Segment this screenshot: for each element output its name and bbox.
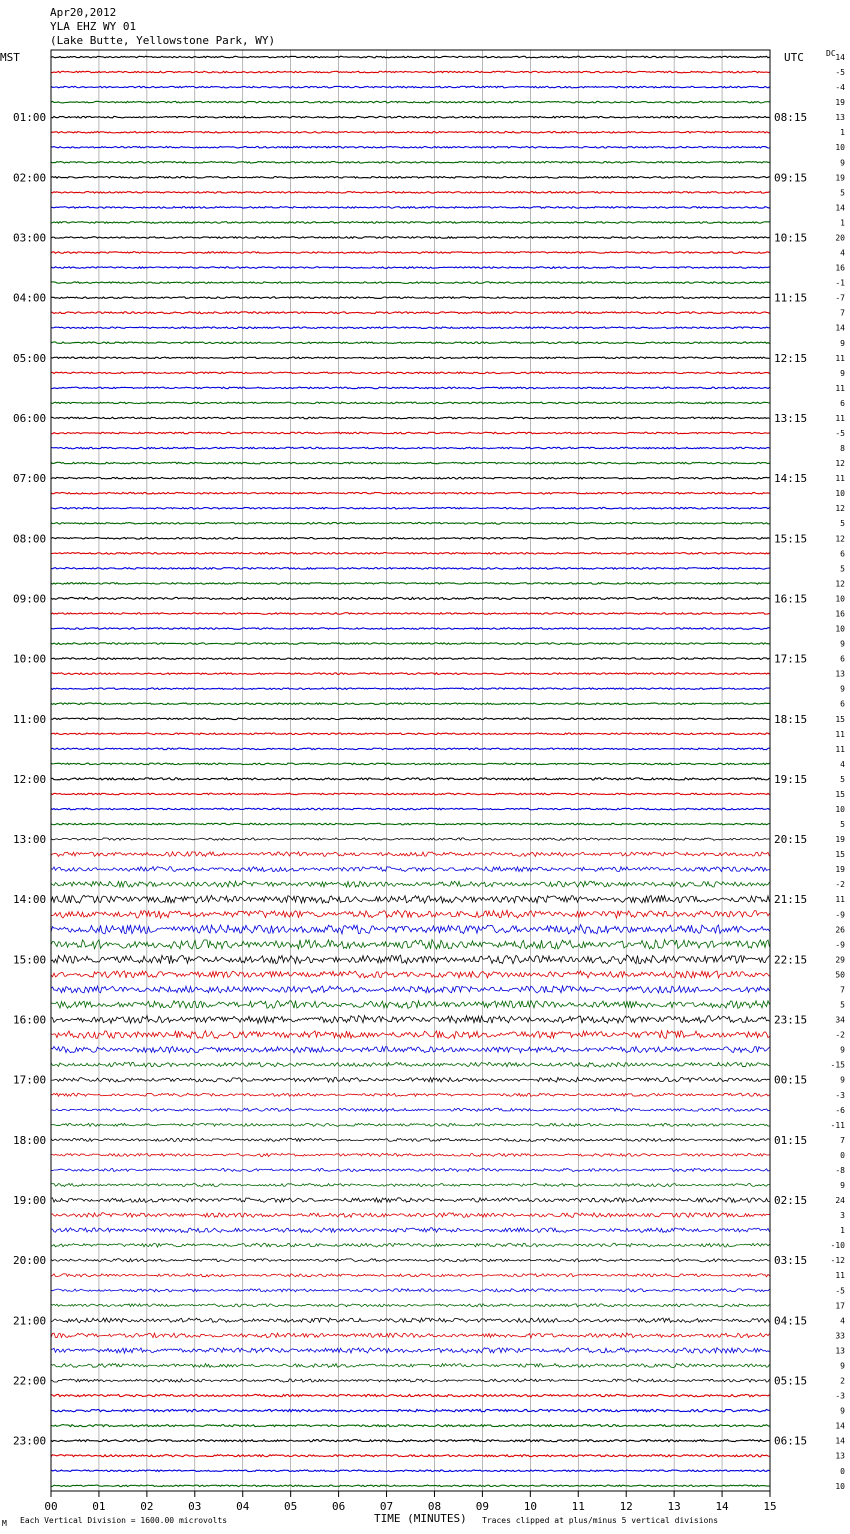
seismic-trace bbox=[51, 312, 770, 314]
right-hour-label: 10:15 bbox=[774, 231, 808, 245]
x-tick-label: 14 bbox=[715, 1500, 729, 1513]
right-hour-label: 18:15 bbox=[774, 712, 808, 726]
dc-offset-value: 26 bbox=[835, 925, 845, 935]
dc-offset-value: 4 bbox=[840, 759, 845, 769]
dc-label: DC bbox=[826, 49, 836, 58]
seismic-trace bbox=[51, 643, 770, 645]
x-axis-title: TIME (MINUTES) bbox=[374, 1512, 467, 1525]
dc-offset-value: 15 bbox=[835, 789, 845, 799]
seismic-trace bbox=[51, 955, 770, 964]
dc-offset-value: 19 bbox=[835, 835, 845, 845]
right-hour-label: 02:15 bbox=[774, 1194, 808, 1208]
dc-offset-value: 1 bbox=[840, 1226, 845, 1236]
seismic-trace bbox=[51, 1409, 770, 1411]
dc-offset-value: -12 bbox=[830, 1256, 845, 1266]
dc-offset-value: -3 bbox=[835, 1391, 845, 1401]
dc-offset-value: 16 bbox=[835, 263, 845, 273]
left-hour-label: 06:00 bbox=[13, 411, 47, 425]
left-hour-label: 01:00 bbox=[13, 111, 47, 125]
x-tick-label: 09 bbox=[475, 1500, 490, 1513]
seismic-trace bbox=[51, 1379, 770, 1382]
dc-offset-value: 0 bbox=[840, 1150, 845, 1160]
seismic-trace bbox=[51, 1394, 770, 1396]
seismic-trace bbox=[51, 613, 770, 615]
left-hour-label: 11:00 bbox=[13, 712, 47, 726]
seismic-trace bbox=[51, 432, 770, 434]
seismic-trace bbox=[51, 1047, 770, 1053]
seismic-trace bbox=[51, 1318, 770, 1323]
dc-offset-value: 9 bbox=[840, 639, 845, 649]
x-tick-label: 15 bbox=[763, 1500, 777, 1513]
dc-offset-value: 10 bbox=[835, 594, 845, 604]
dc-offset-value: -8 bbox=[835, 1165, 845, 1175]
dc-offset-value: 1 bbox=[840, 128, 845, 138]
seismic-trace bbox=[51, 940, 770, 949]
seismic-trace bbox=[51, 116, 770, 118]
seismic-trace bbox=[51, 492, 770, 494]
seismic-trace bbox=[51, 1062, 770, 1067]
dc-offset-value: 4 bbox=[840, 248, 845, 258]
right-hour-label: 20:15 bbox=[774, 833, 808, 847]
header-location: (Lake Butte, Yellowstone Park, WY) bbox=[50, 34, 276, 47]
seismic-trace bbox=[51, 895, 770, 903]
dc-offset-value: 8 bbox=[840, 444, 845, 454]
dc-offset-value: -5 bbox=[835, 429, 845, 438]
dc-offset-value: 12 bbox=[835, 579, 845, 589]
x-tick-label: 02 bbox=[140, 1500, 154, 1513]
x-tick-label: 13 bbox=[667, 1500, 681, 1513]
seismic-trace bbox=[51, 1183, 770, 1186]
dc-offset-values bbox=[831, 53, 846, 1491]
seismic-trace bbox=[51, 925, 770, 934]
dc-offset-value: 11 bbox=[835, 744, 845, 754]
seismic-trace bbox=[51, 1198, 770, 1203]
seismic-trace bbox=[51, 658, 770, 660]
seismic-trace bbox=[51, 628, 770, 630]
left-hour-label: 03:00 bbox=[13, 231, 47, 245]
seismic-trace bbox=[51, 537, 770, 539]
left-hour-label: 07:00 bbox=[13, 472, 47, 486]
seismic-trace bbox=[51, 1213, 770, 1218]
seismic-trace bbox=[51, 910, 770, 918]
seismic-trace bbox=[51, 1425, 770, 1427]
x-tick-label: 10 bbox=[523, 1500, 537, 1513]
left-hour-label: 08:00 bbox=[13, 532, 47, 546]
dc-offset-value: 10 bbox=[835, 1481, 845, 1491]
dc-offset-value: 50 bbox=[835, 970, 845, 980]
dc-offset-value: 7 bbox=[840, 985, 845, 995]
dc-offset-value: -7 bbox=[835, 293, 845, 303]
seismic-trace bbox=[51, 778, 770, 780]
left-hour-label: 22:00 bbox=[13, 1374, 47, 1388]
seismic-trace bbox=[51, 971, 770, 978]
dc-offset-value: 11 bbox=[835, 413, 845, 423]
dc-offset-value: 10 bbox=[835, 489, 845, 499]
right-hour-label: 00:15 bbox=[774, 1073, 808, 1087]
seismic-trace bbox=[51, 477, 770, 479]
x-tick-label: 01 bbox=[92, 1500, 106, 1513]
x-axis bbox=[44, 1491, 776, 1513]
seismic-trace bbox=[51, 1138, 770, 1141]
dc-offset-value: 9 bbox=[840, 158, 845, 168]
dc-offset-value: 20 bbox=[835, 233, 845, 243]
dc-offset-value: 5 bbox=[840, 820, 845, 830]
dc-offset-value: 10 bbox=[835, 624, 845, 634]
seismic-trace bbox=[51, 56, 770, 58]
dc-offset-value: 13 bbox=[835, 113, 845, 123]
right-hour-label: 01:15 bbox=[774, 1133, 808, 1147]
dc-offset-value: 19 bbox=[835, 98, 845, 108]
dc-offset-value: 11 bbox=[835, 474, 845, 484]
seismic-trace bbox=[51, 673, 770, 675]
dc-offset-value: 14 bbox=[835, 1436, 845, 1446]
dc-offset-value: -1 bbox=[835, 278, 845, 288]
right-hour-label: 15:15 bbox=[774, 532, 808, 546]
dc-offset-value: -2 bbox=[835, 1030, 845, 1040]
dc-offset-value: 5 bbox=[840, 1000, 845, 1010]
seismic-trace bbox=[51, 1243, 770, 1247]
x-tick-label: 11 bbox=[571, 1500, 585, 1513]
dc-offset-value: 3 bbox=[840, 1211, 845, 1221]
x-tick-label: 04 bbox=[236, 1500, 250, 1513]
right-hour-labels bbox=[774, 111, 807, 1448]
dc-offset-value: 9 bbox=[840, 1406, 845, 1416]
seismic-trace bbox=[51, 1289, 770, 1292]
dc-offset-value: 17 bbox=[835, 1301, 845, 1311]
seismic-trace bbox=[51, 1304, 770, 1307]
header-date: Apr20,2012 bbox=[50, 6, 117, 19]
dc-offset-value: 12 bbox=[835, 504, 845, 514]
seismic-trace bbox=[51, 748, 770, 750]
right-hour-label: 09:15 bbox=[774, 171, 808, 185]
dc-offset-value: -10 bbox=[830, 1241, 845, 1251]
left-hour-label: 17:00 bbox=[13, 1073, 47, 1087]
left-hour-label: 09:00 bbox=[13, 592, 47, 606]
dc-offset-value: -6 bbox=[835, 1105, 845, 1115]
left-hour-label: 13:00 bbox=[13, 833, 47, 847]
dc-offset-value: 5 bbox=[840, 519, 845, 529]
dc-offset-value: 7 bbox=[840, 1135, 845, 1145]
seismic-trace bbox=[51, 237, 770, 239]
dc-offset-value: 6 bbox=[840, 398, 845, 408]
seismic-trace bbox=[51, 1108, 770, 1111]
dc-offset-value: 14 bbox=[835, 323, 845, 333]
seismic-trace bbox=[51, 838, 770, 840]
dc-offset-value: 6 bbox=[840, 654, 845, 664]
trace-group bbox=[51, 56, 770, 1486]
seismic-trace bbox=[51, 86, 770, 88]
right-hour-label: 16:15 bbox=[774, 592, 808, 606]
x-tick-label: 05 bbox=[284, 1500, 298, 1513]
dc-offset-value: 16 bbox=[835, 609, 845, 619]
seismic-trace bbox=[51, 372, 770, 374]
dc-offset-value: 9 bbox=[840, 338, 845, 348]
dc-offset-value: 9 bbox=[840, 1181, 845, 1190]
seismic-trace bbox=[51, 1016, 770, 1024]
seismic-trace bbox=[51, 1259, 770, 1262]
left-hour-label: 23:00 bbox=[13, 1434, 47, 1448]
dc-offset-value: -15 bbox=[830, 1060, 845, 1070]
seismic-trace bbox=[51, 1363, 770, 1367]
dc-offset-value: 11 bbox=[835, 1271, 845, 1281]
dc-offset-value: 11 bbox=[835, 353, 845, 363]
x-tick-label: 08 bbox=[427, 1500, 442, 1513]
scale-note: Each Vertical Division = 1600.00 microvolts bbox=[20, 1516, 228, 1525]
seismic-trace bbox=[51, 327, 770, 329]
seismic-trace bbox=[51, 1455, 770, 1457]
left-hour-label: 20:00 bbox=[13, 1254, 47, 1268]
dc-offset-value: 10 bbox=[835, 143, 845, 153]
seismic-trace bbox=[51, 1093, 770, 1096]
seismic-trace bbox=[51, 1470, 770, 1472]
dc-offset-value: -9 bbox=[835, 940, 845, 950]
seismic-trace bbox=[51, 342, 770, 344]
right-timezone-label: UTC bbox=[784, 51, 804, 64]
dc-offset-value: 15 bbox=[835, 714, 845, 724]
dc-offset-value: 33 bbox=[835, 1331, 845, 1341]
seismic-trace bbox=[51, 522, 770, 524]
right-hour-label: 19:15 bbox=[774, 772, 808, 786]
seismic-trace bbox=[51, 733, 770, 735]
seismic-trace bbox=[51, 357, 770, 359]
dc-offset-value: 12 bbox=[835, 534, 845, 544]
seismic-trace bbox=[51, 462, 770, 464]
dc-offset-value: 5 bbox=[840, 564, 845, 574]
seismic-trace bbox=[51, 568, 770, 570]
x-tick-label: 06 bbox=[331, 1500, 346, 1513]
right-hour-label: 22:15 bbox=[774, 953, 808, 967]
seismic-trace bbox=[51, 867, 770, 872]
dc-offset-value: -2 bbox=[835, 880, 845, 890]
seismic-trace bbox=[51, 703, 770, 705]
dc-offset-value: 9 bbox=[840, 1075, 845, 1085]
left-hour-label: 05:00 bbox=[13, 351, 47, 365]
seismic-trace bbox=[51, 808, 770, 810]
dc-offset-value: -9 bbox=[835, 910, 845, 920]
seismic-trace bbox=[51, 161, 770, 163]
dc-offset-value: 9 bbox=[840, 368, 845, 378]
seismic-trace bbox=[51, 447, 770, 449]
seismic-trace bbox=[51, 1153, 770, 1156]
seismic-trace bbox=[51, 553, 770, 555]
left-hour-label: 21:00 bbox=[13, 1314, 47, 1328]
right-hour-label: 14:15 bbox=[774, 472, 808, 486]
dc-offset-value: -5 bbox=[835, 68, 845, 78]
seismic-trace bbox=[51, 1440, 770, 1442]
dc-offset-value: 13 bbox=[835, 1346, 845, 1356]
seismic-trace bbox=[51, 222, 770, 224]
seismic-trace bbox=[51, 763, 770, 765]
seismic-trace bbox=[51, 1485, 770, 1487]
dc-offset-value: 5 bbox=[840, 774, 845, 784]
left-hour-label: 02:00 bbox=[13, 171, 47, 185]
left-hour-label: 10:00 bbox=[13, 652, 47, 666]
seismic-trace bbox=[51, 507, 770, 509]
seismic-trace bbox=[51, 146, 770, 148]
dc-offset-value: -3 bbox=[835, 1090, 845, 1100]
seismic-trace bbox=[51, 852, 770, 857]
dc-offset-value: 9 bbox=[840, 1045, 845, 1055]
seismic-trace bbox=[51, 1168, 770, 1171]
dc-offset-value: 14 bbox=[835, 53, 845, 62]
seismic-trace bbox=[51, 131, 770, 133]
right-hour-label: 08:15 bbox=[774, 111, 808, 125]
seismic-trace bbox=[51, 688, 770, 690]
corner-mark: M bbox=[2, 1519, 7, 1528]
x-tick-label: 12 bbox=[619, 1500, 633, 1513]
x-tick-label: 03 bbox=[188, 1500, 202, 1513]
seismic-trace bbox=[51, 252, 770, 254]
seismic-trace bbox=[51, 1077, 770, 1082]
right-hour-label: 12:15 bbox=[774, 351, 808, 365]
dc-offset-value: 34 bbox=[835, 1015, 845, 1025]
right-hour-label: 11:15 bbox=[774, 291, 808, 305]
dc-offset-value: -11 bbox=[830, 1120, 845, 1130]
seismic-trace bbox=[51, 387, 770, 389]
right-hour-label: 04:15 bbox=[774, 1314, 808, 1328]
seismic-trace bbox=[51, 297, 770, 299]
dc-offset-value: 29 bbox=[835, 955, 845, 965]
dc-offset-value: 5 bbox=[840, 188, 845, 198]
clip-note: Traces clipped at plus/minus 5 vertical divisions bbox=[482, 1516, 719, 1525]
seismic-trace bbox=[51, 1274, 770, 1277]
seismic-trace bbox=[51, 823, 770, 825]
right-hour-label: 23:15 bbox=[774, 1013, 808, 1027]
dc-offset-value: 9 bbox=[840, 1361, 845, 1371]
dc-offset-value: 10 bbox=[835, 805, 845, 814]
seismic-trace bbox=[51, 101, 770, 103]
seismic-trace bbox=[51, 177, 770, 179]
dc-offset-value: -4 bbox=[835, 83, 845, 93]
right-hour-label: 17:15 bbox=[774, 652, 808, 666]
right-hour-label: 05:15 bbox=[774, 1374, 808, 1388]
dc-offset-value: 11 bbox=[835, 729, 845, 739]
seismic-trace bbox=[51, 718, 770, 720]
right-hour-label: 21:15 bbox=[774, 893, 808, 907]
dc-offset-value: 7 bbox=[840, 308, 845, 318]
left-hour-label: 18:00 bbox=[13, 1133, 47, 1147]
dc-offset-value: 14 bbox=[835, 203, 845, 213]
seismic-trace bbox=[51, 583, 770, 585]
left-hour-label: 19:00 bbox=[13, 1194, 47, 1208]
seismic-trace bbox=[51, 267, 770, 269]
right-hour-label: 13:15 bbox=[774, 411, 808, 425]
seismic-trace bbox=[51, 986, 770, 993]
header-station: YLA EHZ WY 01 bbox=[50, 20, 137, 33]
dc-offset-value: 14 bbox=[835, 1421, 845, 1431]
left-hour-labels bbox=[13, 111, 46, 1448]
seismic-trace bbox=[51, 192, 770, 194]
dc-offset-value: 6 bbox=[840, 549, 845, 559]
seismic-trace bbox=[51, 1333, 770, 1338]
left-hour-label: 14:00 bbox=[13, 893, 47, 907]
seismic-trace bbox=[51, 1031, 770, 1039]
seismic-trace bbox=[51, 402, 770, 404]
dc-offset-value: 13 bbox=[835, 669, 845, 679]
seismic-trace bbox=[51, 1123, 770, 1126]
dc-offset-value: 11 bbox=[835, 895, 845, 905]
dc-offset-value: 4 bbox=[840, 1316, 845, 1326]
dc-offset-value: 24 bbox=[835, 1196, 845, 1206]
left-hour-label: 15:00 bbox=[13, 953, 47, 967]
dc-offset-value: 12 bbox=[835, 459, 845, 469]
dc-offset-value: 13 bbox=[835, 1451, 845, 1461]
x-tick-label: 00 bbox=[44, 1500, 58, 1513]
dc-offset-value: 15 bbox=[835, 850, 845, 860]
seismic-trace bbox=[51, 417, 770, 419]
seismic-trace bbox=[51, 207, 770, 209]
dc-offset-value: 0 bbox=[840, 1466, 845, 1476]
dc-offset-value: 11 bbox=[835, 383, 845, 393]
left-timezone-label: MST bbox=[0, 51, 20, 64]
seismic-trace bbox=[51, 881, 770, 887]
seismic-trace bbox=[51, 1348, 770, 1353]
seismic-trace bbox=[51, 1001, 770, 1009]
dc-offset-value: 2 bbox=[840, 1376, 845, 1386]
right-hour-label: 06:15 bbox=[774, 1434, 808, 1448]
dc-offset-value: -5 bbox=[835, 1286, 845, 1296]
x-tick-label: 07 bbox=[379, 1500, 394, 1513]
seismic-trace bbox=[51, 793, 770, 795]
right-hour-label: 03:15 bbox=[774, 1254, 808, 1268]
seismic-trace bbox=[51, 282, 770, 284]
seismic-trace bbox=[51, 597, 770, 599]
left-hour-label: 12:00 bbox=[13, 772, 47, 786]
dc-offset-value: 19 bbox=[835, 173, 845, 183]
dc-offset-value: 6 bbox=[840, 699, 845, 709]
dc-offset-value: 1 bbox=[840, 218, 845, 228]
left-hour-label: 16:00 bbox=[13, 1013, 47, 1027]
left-hour-label: 04:00 bbox=[13, 291, 47, 305]
seismic-trace bbox=[51, 1228, 770, 1233]
seismic-trace bbox=[51, 71, 770, 73]
dc-offset-value: 9 bbox=[840, 684, 845, 694]
dc-offset-value: 19 bbox=[835, 865, 845, 875]
